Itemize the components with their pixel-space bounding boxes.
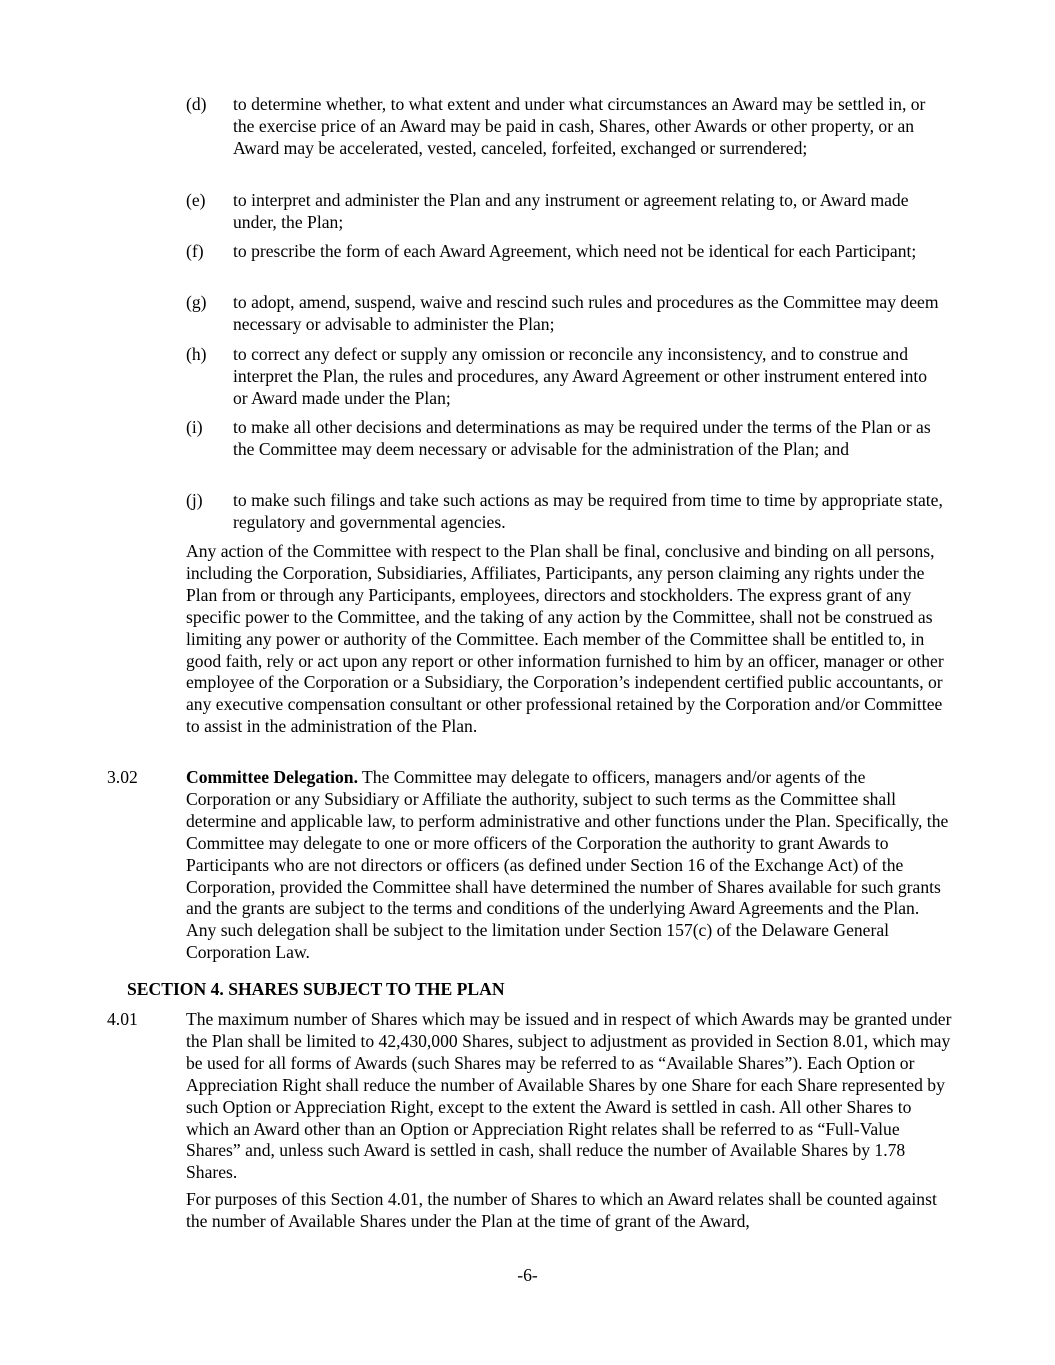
section-number: 4.01: [107, 1009, 138, 1029]
purposes-paragraph: For purposes of this Section 4.01, the number of Shares to which an Award relates shall be counted against the number of Available Shares under the Plan at the time of grant of the Award,: [186, 1189, 937, 1231]
section-text: The maximum number of Shares which may be issued and in respect of which Awards may be granted under the Plan shall be limited to 42,430,000 Shares, subject to adjustment as provided in Section 8.01, which may be used for all forms of Awards (such Shares may be referred to as “Available Shares”). Each Option or Appreciation Right shall reduce the number of Available Shares by one Share for each Share represented by such Option or Appreciation Right, except to the extent the Award is settled in cash. All other Shares to which an Award other than an Option or Appreciation Right relates shall be referred to as “Full-Value Shares” and, unless such Award is settled in cash, shall reduce the number of Available Shares by 1.78 Shares.: [186, 1009, 952, 1183]
section-number: 3.02: [107, 767, 138, 787]
committee-action-paragraph: Any action of the Committee with respect to the Plan shall be final, conclusive and binding on all persons, including the Corporation, Subsidiaries, Affiliates, Participants, any person claiming any rights under the Plan from or through any Participants, employees, directors and stockholders. The express grant of any specific power to the Committee, and the taking of any action by the Committee, shall not be construed as limiting any power or authority of the Committee. Each member of the Committee shall be entitled to, in good faith, rely or act upon any report or other information furnished to him by an officer, manager or other employee of the Corporation or a Subsidiary, the Corporation’s independent certified public accountants, or any executive compensation consultant or other professional retained by the Corporation and/or Committee to assist in the administration of the Plan.: [186, 541, 944, 737]
list-item-label: (h): [186, 344, 207, 364]
list-item-label: (i): [186, 417, 203, 437]
list-item-label: (g): [186, 292, 207, 312]
section-text: The Committee may delegate to officers, managers and/or agents of the Corporation or any Subsidiary or Affiliate the authority, subject to such terms as the Committee shall determine and applicable law, to perform administrative and other functions under the Plan. Specifically, the Committee may delegate to one or more officers of the Corporation the authority to grant Awards to Participants who are not directors or officers (as defined under Section 16 of the Exchange Act) of the Corporation, provided the Committee shall have determined the number of Shares available for such grants and the grants are subject to the terms and conditions of the underlying Award Agreements and the Plan. Any such delegation shall be subject to the limitation under Section 157(c) of the Delaware General Corporation Law.: [186, 767, 949, 963]
list-item-text: to adopt, amend, suspend, waive and rescind such rules and procedures as the Committee may deem necessary or advisable to administer the Plan;: [233, 292, 939, 334]
list-item-text: to make such filings and take such actions as may be required from time to time by appropriate state, regulatory and governmental agencies.: [233, 490, 943, 532]
list-item-label: (f): [186, 241, 204, 261]
page-number: -6-: [517, 1265, 538, 1285]
list-item-text: to interpret and administer the Plan and any instrument or agreement relating to, or Award made under, the Plan;: [233, 190, 909, 232]
list-item-label: (j): [186, 490, 203, 510]
list-item-text: to determine whether, to what extent and under what circumstances an Award may be settled in, or the exercise price of an Award may be paid in cash, Shares, other Awards or other property, or an Award may be accelerated, vested, canceled, forfeited, exchanged or surrendered;: [233, 94, 926, 158]
section-title: Committee Delegation.: [186, 767, 358, 787]
list-item-label: (d): [186, 94, 207, 114]
list-item-text: to prescribe the form of each Award Agreement, which need not be identical for each Participant;: [233, 241, 917, 261]
list-item-text: to correct any defect or supply any omission or reconcile any inconsistency, and to construe and interpret the Plan, the rules and procedures, any Award Agreement or other instrument entered into or Award made under the Plan;: [233, 344, 928, 408]
section-body: [186, 767, 952, 964]
section-4-heading: SECTION 4. SHARES SUBJECT TO THE PLAN: [127, 979, 505, 999]
list-item-label: (e): [186, 190, 206, 210]
list-item-text: to make all other decisions and determinations as may be required under the terms of the Plan or as the Committee may deem necessary or advisable for the administration of the Plan; and: [233, 417, 931, 459]
